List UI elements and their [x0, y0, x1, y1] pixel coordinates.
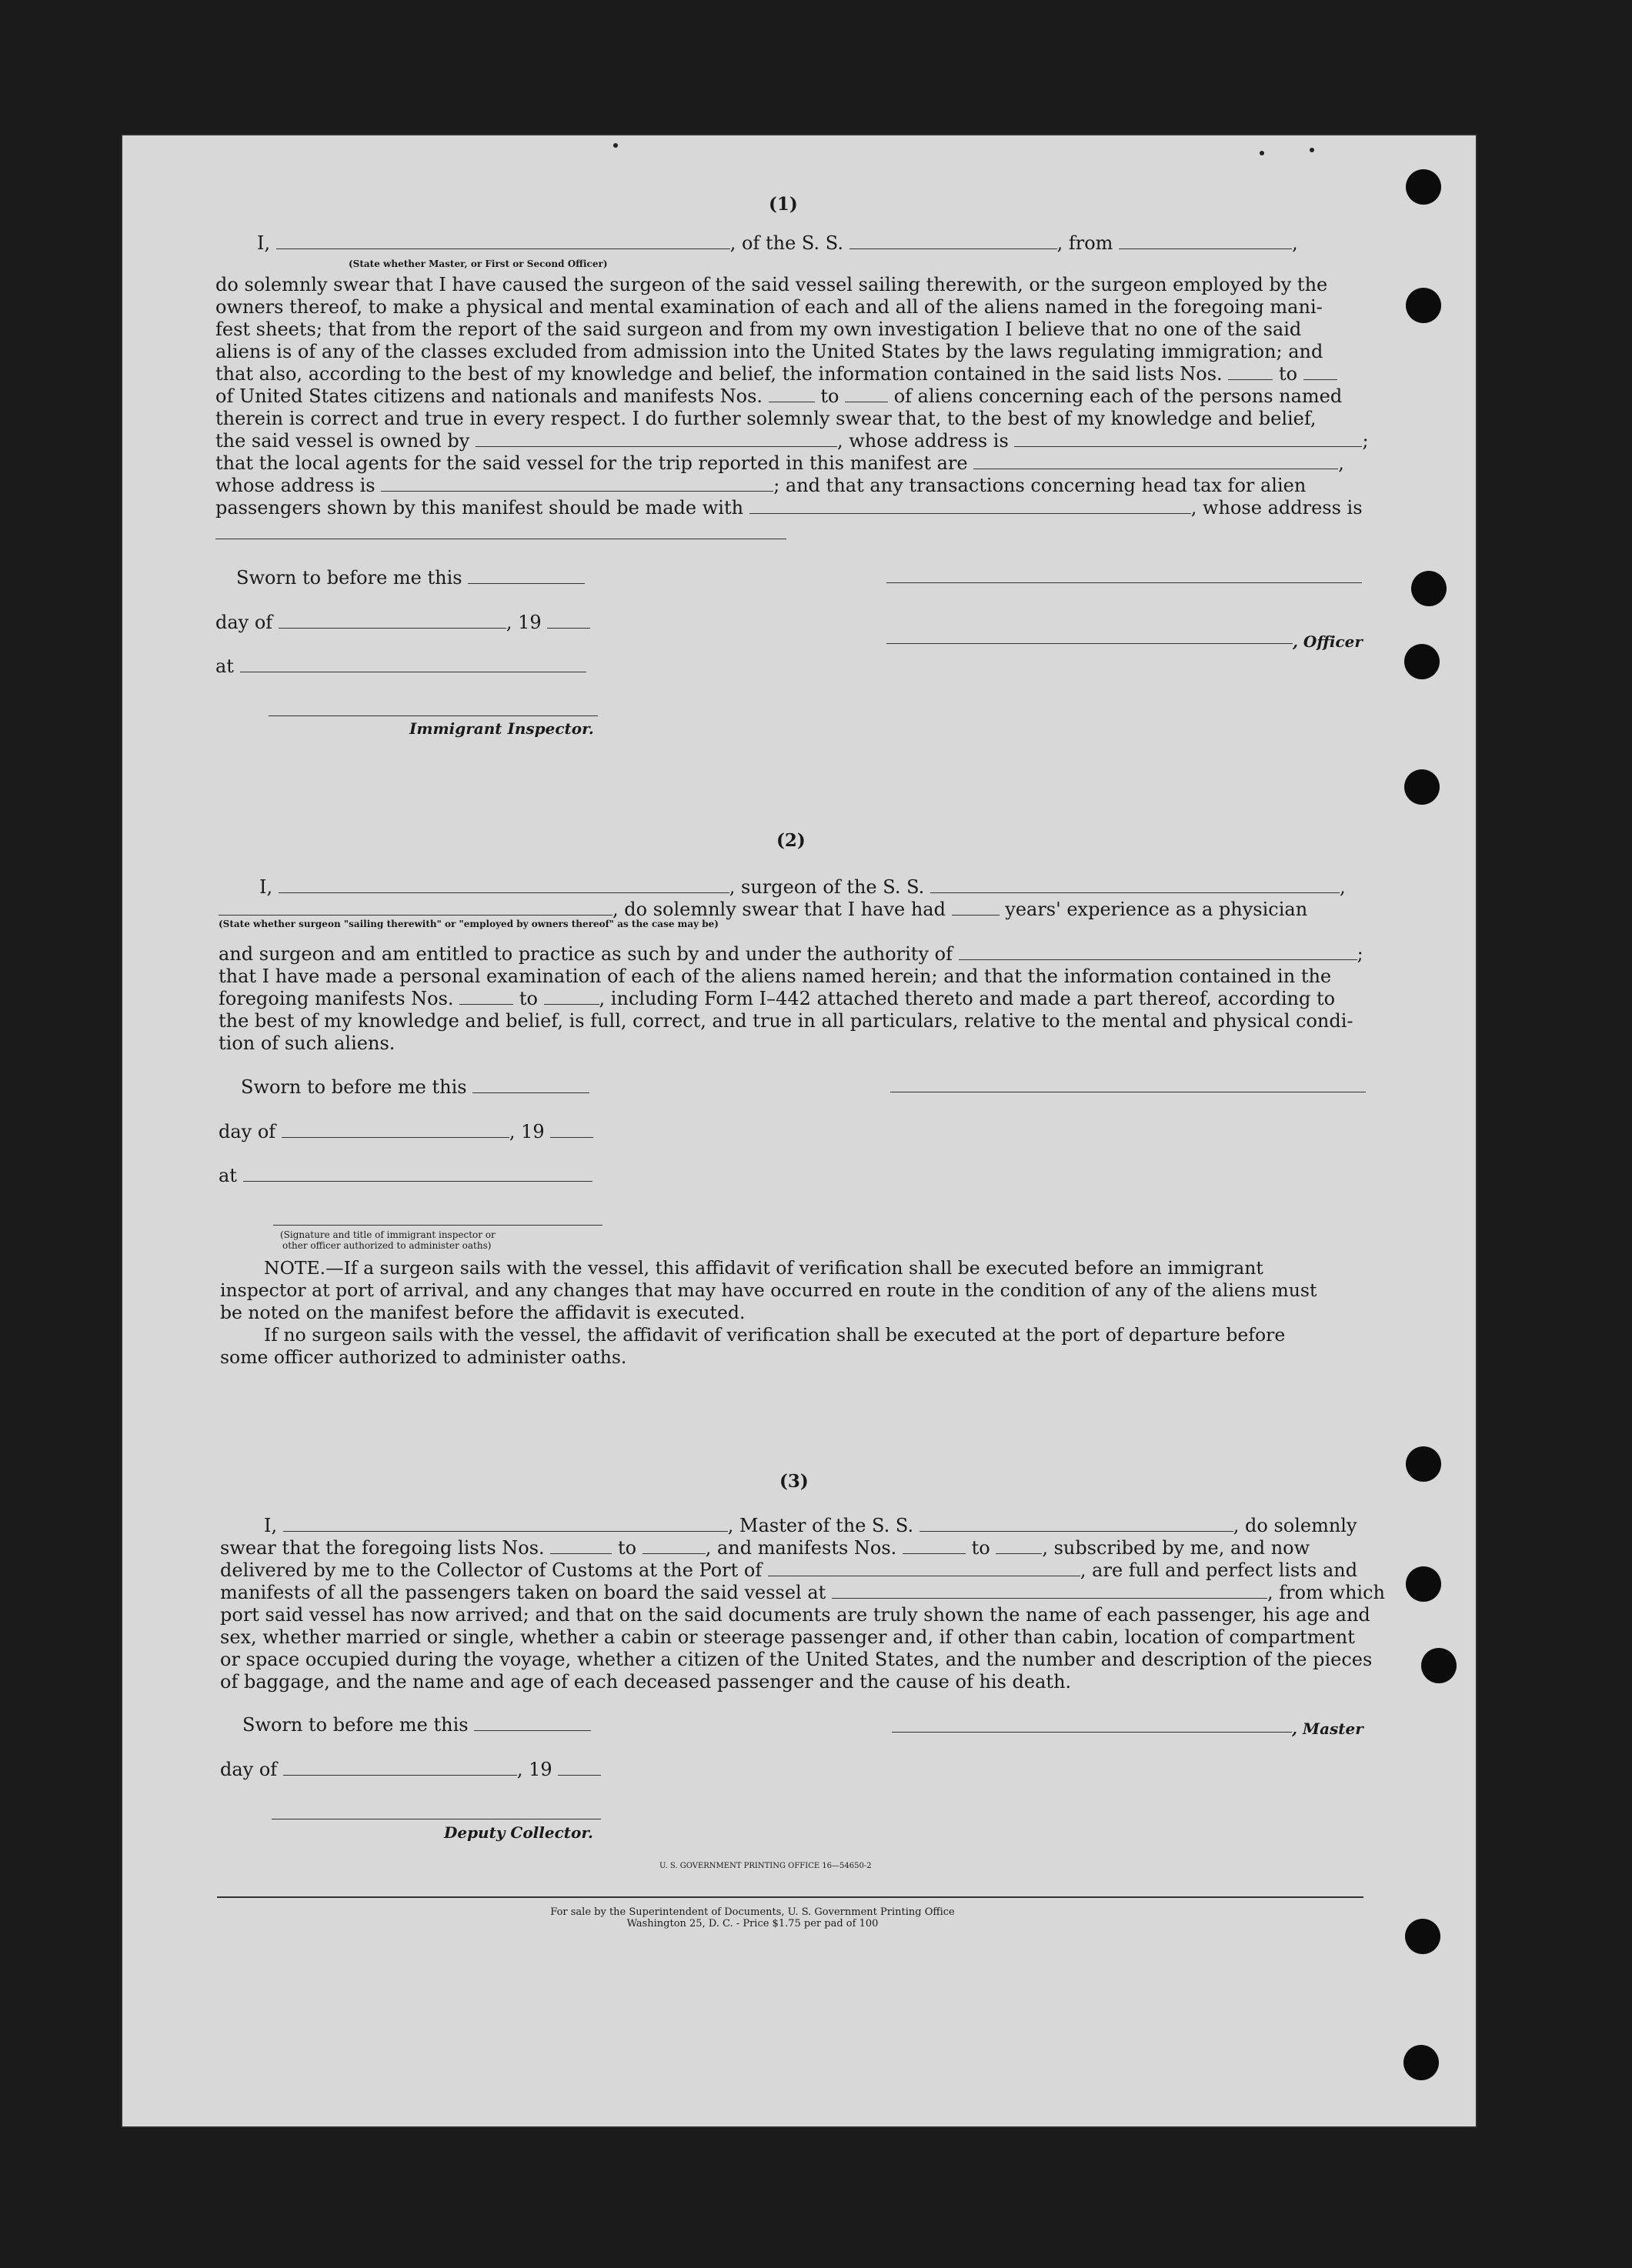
s2-line-1: I, , surgeon of the S. S. ,: [259, 876, 1346, 898]
s3-master-label: , Master: [1292, 1719, 1363, 1738]
s2-note-2: inspector at port of arrival, and any changes that may have occurred en route in the condition of any of the aliens must: [220, 1279, 1317, 1301]
s2-line-4: that I have made a personal examination of each of the aliens named herein; and that the information contained in the: [219, 966, 1332, 987]
punch-hole: [1421, 1648, 1457, 1683]
s1-line-8: that also, according to the best of my knowledge and belief, the information contained in the said lists Nos. to: [215, 363, 1337, 385]
s3-day-of: day of , 19: [220, 1759, 601, 1780]
s2-line-2: , do solemnly swear that I have had years' experience as a physician: [219, 899, 1307, 920]
s1-body-1: do solemnly swear that I have caused the surgeon of the said vessel sailing therewith, or the surgeon employed by the: [215, 274, 1328, 295]
s2-sworn: Sworn to before me this: [241, 1076, 589, 1098]
s2-note-3: be noted on the manifest before the affidavit is executed.: [220, 1302, 746, 1323]
s1-officer-label: , Officer: [1293, 632, 1363, 651]
sale-note-2: Washington 25, D. C. - Price $1.75 per pad of 100: [626, 1918, 879, 1929]
punch-hole: [1403, 2045, 1439, 2080]
s1-body-3: fest sheets; that from the report of the said surgeon and from my own investigation I believe that no one of the said: [215, 319, 1302, 340]
speck: [613, 143, 618, 148]
punch-hole: [1411, 571, 1447, 606]
s3-line-3: delivered by me to the Collector of Customs at the Port of , are full and perfect lists and: [220, 1559, 1358, 1581]
s3-line-2: swear that the foregoing lists Nos. to , and manifests Nos. to , subscribed by me, and now: [220, 1537, 1310, 1559]
s1-inspector-label: Immigrant Inspector.: [409, 719, 594, 738]
section-1-heading: (1): [769, 194, 798, 215]
s1-officer-signature-line-1: [886, 582, 1362, 583]
s2-line-7: tion of such aliens.: [219, 1032, 395, 1054]
s1-sworn: Sworn to before me this: [236, 567, 585, 589]
s1-line-1: I, , of the S. S. , from ,: [257, 232, 1298, 254]
s3-master-signature-line: [892, 1732, 1292, 1733]
s3-body-4: of baggage, and the name and age of each deceased passenger and the cause of his death.: [220, 1671, 1072, 1693]
punch-hole: [1406, 288, 1441, 323]
s1-at: at: [215, 655, 586, 677]
s2-note-4: If no surgeon sails with the vessel, the affidavit of verification shall be executed at the port of departure before: [264, 1324, 1286, 1346]
section-2-heading: (2): [776, 830, 806, 851]
s2-line-3: and surgeon and am entitled to practice as such by and under the authority of ;: [219, 943, 1363, 965]
s2-signature-note-2: other officer authorized to administer oaths): [282, 1240, 492, 1251]
s2-note-5: some officer authorized to administer oaths.: [220, 1346, 627, 1368]
s1-line-10: therein is correct and true in every respect. I do further solemnly swear that, to the best of my knowledge and belief,: [215, 408, 1317, 429]
s2-line-6: the best of my knowledge and belief, is full, correct, and true in all particulars, relative to the mental and physical condi-: [219, 1010, 1353, 1032]
section-3-heading: (3): [779, 1471, 809, 1492]
punch-hole: [1406, 169, 1441, 205]
gpo-imprint: U. S. GOVERNMENT PRINTING OFFICE 16—54650-2: [659, 1862, 872, 1870]
punch-hole: [1406, 1446, 1441, 1482]
punch-hole: [1405, 1919, 1440, 1954]
s3-line-4: manifests of all the passengers taken on board the said vessel at , from which: [220, 1582, 1385, 1603]
s1-line-12: that the local agents for the said vessel for the trip reported in this manifest are ,: [215, 452, 1344, 474]
s1-line-11: the said vessel is owned by , whose address is ;: [215, 430, 1369, 452]
s2-line-5: foregoing manifests Nos. to , including Form I–442 attached thereto and made a part thereof, according to: [219, 988, 1336, 1009]
punch-hole: [1406, 1566, 1441, 1602]
s2-surgeon-note: (State whether surgeon "sailing therewith" or "employed by owners thereof" as the case may be): [219, 919, 719, 929]
s2-inspector-signature-line: [273, 1225, 602, 1226]
s1-body-4: aliens is of any of the classes excluded from admission into the United States by the laws regulating immigration; and: [215, 341, 1323, 362]
s3-body-1: port said vessel has now arrived; and that on the said documents are truly shown the name of each passenger, his age and: [220, 1604, 1370, 1626]
footer-rule: [217, 1896, 1363, 1898]
s3-body-3: or space occupied during the voyage, whether a citizen of the United States, and the number and description of the pieces: [220, 1649, 1373, 1670]
s2-at: at: [219, 1165, 592, 1186]
sale-note-1: For sale by the Superintendent of Documents, U. S. Government Printing Office: [550, 1906, 955, 1918]
s1-officer-note: (State whether Master, or First or Second Officer): [349, 258, 608, 269]
s1-line-9: of United States citizens and nationals and manifests Nos. to of aliens concerning each of the persons named: [215, 385, 1343, 407]
s1-officer-signature-line-2: [886, 643, 1293, 644]
s1-day-of: day of , 19: [215, 612, 590, 633]
s2-note-1: NOTE.—If a surgeon sails with the vessel, this affidavit of verification shall be executed before an immigrant: [264, 1257, 1263, 1279]
s3-line-1: I, , Master of the S. S. , do solemnly: [264, 1515, 1357, 1536]
s2-day-of: day of , 19: [219, 1121, 593, 1142]
speck: [1260, 151, 1264, 155]
s1-inspector-signature-line: [269, 715, 598, 716]
punch-hole: [1404, 644, 1440, 679]
s3-sworn: Sworn to before me this: [242, 1714, 591, 1736]
punch-hole: [1404, 769, 1440, 805]
s3-collector-label: Deputy Collector.: [444, 1823, 594, 1842]
s1-body-2: owners thereof, to make a physical and mental examination of each and all of the aliens named in the foregoing mani-: [215, 296, 1323, 318]
s2-signature-note-1: (Signature and title of immigrant inspector or: [280, 1229, 496, 1240]
s1-line-14: passengers shown by this manifest should be made with , whose address is: [215, 497, 1363, 519]
s3-body-2: sex, whether married or single, whether a cabin or steerage passenger and, if other than cabin, location of compartment: [220, 1626, 1355, 1648]
speck: [1310, 148, 1314, 152]
s1-line-13: whose address is ; and that any transactions concerning head tax for alien: [215, 475, 1307, 496]
form-sheet: [121, 134, 1477, 2128]
